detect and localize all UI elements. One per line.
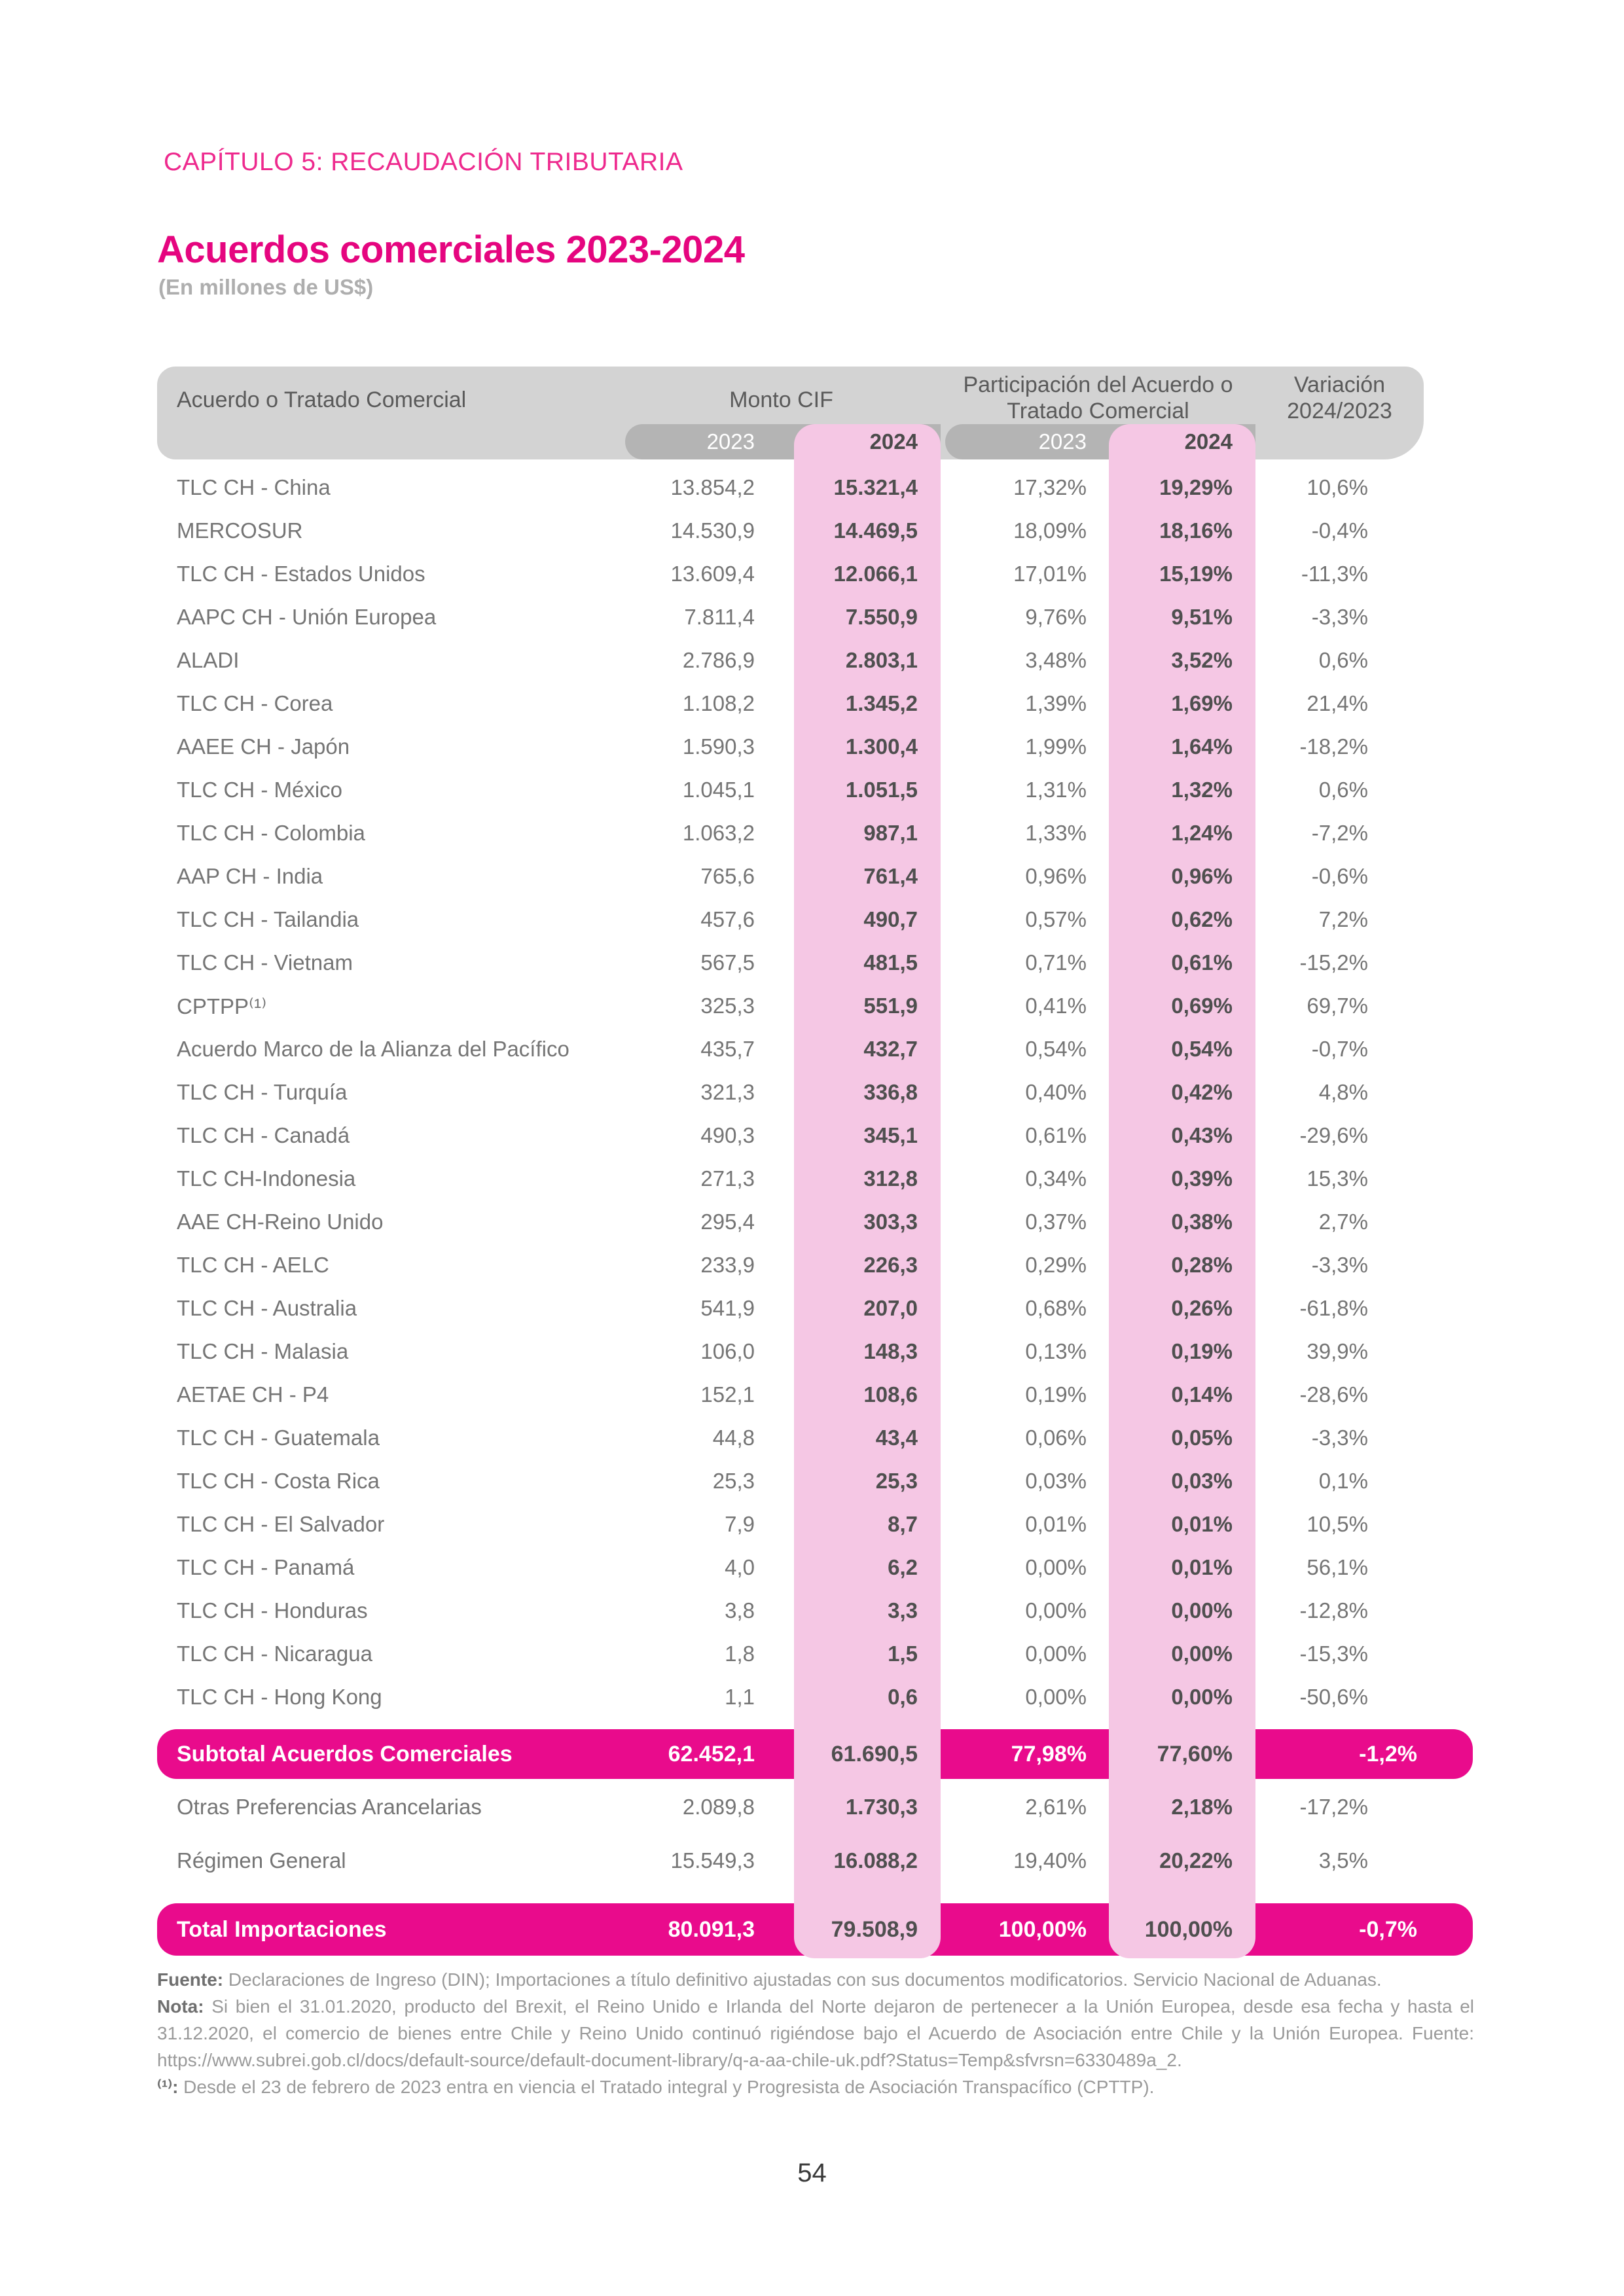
variacion: -11,3% — [1301, 562, 1368, 586]
table-row — [157, 509, 1424, 552]
variacion: 7,2% — [1318, 907, 1368, 931]
part-2023: 0,29% — [1025, 1253, 1087, 1277]
variacion: 2,7% — [1318, 1210, 1368, 1234]
table-row — [157, 1200, 1424, 1244]
agreement-name: TLC CH - Costa Rica — [177, 1469, 380, 1493]
nota-label: Nota: — [157, 1996, 204, 2017]
table-row — [157, 1373, 1424, 1416]
monto-2023: 62.452,1 — [668, 1741, 755, 1767]
monto-2024: 108,6 — [863, 1382, 918, 1407]
monto-2024: 432,7 — [863, 1037, 918, 1061]
part-2024: 0,05% — [1171, 1426, 1233, 1450]
variacion: -15,2% — [1299, 950, 1368, 975]
part-2024: 0,00% — [1171, 1641, 1233, 1666]
variacion: -50,6% — [1299, 1685, 1368, 1709]
table-row — [157, 941, 1424, 984]
monto-2023: 1,1 — [725, 1685, 755, 1709]
monto-2024: 1.300,4 — [845, 734, 918, 759]
part-2023: 0,96% — [1025, 864, 1087, 888]
table-row — [157, 1071, 1424, 1114]
variacion: 0,6% — [1318, 778, 1368, 802]
monto-2024: 490,7 — [863, 907, 918, 931]
variacion: 10,5% — [1307, 1512, 1368, 1536]
fuente-text: Declaraciones de Ingreso (DIN); Importaciones a título definitivo ajustadas con sus documentos modificatorios. Servicio Nacional de Aduanas. — [223, 1969, 1382, 1990]
monto-2024: 43,4 — [875, 1426, 918, 1450]
part-2024: 0,14% — [1171, 1382, 1233, 1407]
table-row — [157, 1157, 1424, 1200]
part-2023: 0,41% — [1025, 994, 1087, 1018]
monto-2024: 1.730,3 — [845, 1795, 918, 1819]
part-2024: 0,42% — [1171, 1080, 1233, 1104]
monto-2023: 765,6 — [700, 864, 755, 888]
monto-2024: 1.345,2 — [845, 691, 918, 715]
page-number: 54 — [797, 2159, 827, 2187]
variacion: 69,7% — [1307, 994, 1368, 1018]
variacion: -15,3% — [1299, 1641, 1368, 1666]
table-row — [157, 1244, 1424, 1287]
agreement-name: TLC CH - El Salvador — [177, 1512, 385, 1536]
footnotes — [157, 1966, 1474, 2100]
agreement-name: AAEE CH - Japón — [177, 734, 350, 759]
table-row — [157, 552, 1424, 596]
part-2023: 17,32% — [1013, 475, 1087, 499]
monto-2023: 271,3 — [700, 1166, 755, 1191]
part-2024: 15,19% — [1159, 562, 1233, 586]
table-row — [157, 639, 1424, 682]
agreement-name: TLC CH-Indonesia — [177, 1166, 356, 1191]
part-2023: 0,71% — [1025, 950, 1087, 975]
part-2024: 0,54% — [1171, 1037, 1233, 1061]
table-row — [157, 1416, 1424, 1460]
year-monto-2024: 2024 — [869, 429, 918, 454]
footnote-1 — [157, 2073, 1474, 2100]
agreement-name: CPTPP⁽¹⁾ — [177, 994, 267, 1018]
monto-2024: 345,1 — [863, 1123, 918, 1147]
part-2024: 1,69% — [1171, 691, 1233, 715]
part-2024: 100,00% — [1144, 1916, 1233, 1942]
monto-2023: 7.811,4 — [684, 605, 755, 629]
agreement-name: TLC CH - Canadá — [177, 1123, 350, 1147]
variacion: -0,7% — [1311, 1037, 1368, 1061]
table-row — [157, 1503, 1424, 1546]
variacion: 0,1% — [1318, 1469, 1368, 1493]
part-2024: 1,32% — [1171, 778, 1233, 802]
agreement-name: AAE CH-Reino Unido — [177, 1210, 384, 1234]
monto-2024: 7.550,9 — [845, 605, 918, 629]
part-2023: 2,61% — [1025, 1795, 1087, 1819]
table-row — [157, 466, 1424, 509]
monto-2023: 4,0 — [725, 1555, 755, 1579]
variacion: 39,9% — [1307, 1339, 1368, 1363]
part-2024: 0,01% — [1171, 1512, 1233, 1536]
footnote-1-label: ⁽¹⁾: — [157, 2077, 179, 2097]
variacion: -3,3% — [1311, 1426, 1368, 1450]
monto-2023: 321,3 — [700, 1080, 755, 1104]
total-row — [157, 1903, 1473, 1956]
monto-2024: 481,5 — [863, 950, 918, 975]
monto-2023: 1.045,1 — [682, 778, 755, 802]
agreement-name: Régimen General — [177, 1848, 346, 1873]
variacion: 4,8% — [1318, 1080, 1368, 1104]
footnote-1-text: Desde el 23 de febrero de 2023 entra en viencia el Tratado integral y Progresista de Asociación Transpacífico (CPTTP). — [178, 2077, 1155, 2097]
table-row — [157, 768, 1424, 812]
fuente-note — [157, 1966, 1474, 1993]
monto-2023: 13.854,2 — [670, 475, 755, 499]
variacion: 10,6% — [1307, 475, 1368, 499]
agreement-name: TLC CH - Turquía — [177, 1080, 348, 1104]
variacion: -1,2% — [1359, 1741, 1417, 1767]
part-2024: 2,18% — [1171, 1795, 1233, 1819]
part-2024: 0,28% — [1171, 1253, 1233, 1277]
part-2023: 1,99% — [1025, 734, 1087, 759]
part-2024: 77,60% — [1157, 1741, 1233, 1767]
variacion: -18,2% — [1299, 734, 1368, 759]
variacion: -0,4% — [1311, 518, 1368, 543]
part-2023: 19,40% — [1013, 1848, 1087, 1873]
variacion: -12,8% — [1299, 1598, 1368, 1623]
monto-2024: 551,9 — [863, 994, 918, 1018]
part-2024: 3,52% — [1171, 648, 1233, 672]
agreement-name: TLC CH - Panamá — [177, 1555, 355, 1579]
monto-2023: 152,1 — [700, 1382, 755, 1407]
part-2024: 20,22% — [1159, 1848, 1233, 1873]
monto-2023: 295,4 — [700, 1210, 755, 1234]
monto-2024: 16.088,2 — [833, 1848, 918, 1873]
table-row — [157, 855, 1424, 898]
agreement-name: TLC CH - Colombia — [177, 821, 365, 845]
part-2024: 0,61% — [1171, 950, 1233, 975]
part-2024: 0,03% — [1171, 1469, 1233, 1493]
agreement-name: MERCOSUR — [177, 518, 303, 543]
monto-2024: 79.508,9 — [831, 1916, 918, 1942]
variacion: -0,7% — [1359, 1916, 1417, 1942]
table-row — [157, 812, 1424, 855]
variacion: -28,6% — [1299, 1382, 1368, 1407]
part-2024: 0,19% — [1171, 1339, 1233, 1363]
part-2023: 0,00% — [1025, 1685, 1087, 1709]
regimen-general-row — [157, 1834, 1424, 1888]
table-body — [157, 466, 1424, 1719]
variacion: 21,4% — [1307, 691, 1368, 715]
monto-2023: 2.786,9 — [682, 648, 755, 672]
part-2023: 9,76% — [1025, 605, 1087, 629]
part-2023: 3,48% — [1025, 648, 1087, 672]
col-header-participacion: Participación del Acuerdo o Tratado Comercial — [963, 372, 1233, 423]
monto-2023: 435,7 — [700, 1037, 755, 1061]
table-row — [157, 984, 1424, 1028]
part-2023: 77,98% — [1011, 1741, 1087, 1767]
variacion: -3,3% — [1311, 1253, 1368, 1277]
monto-2023: 490,3 — [700, 1123, 755, 1147]
monto-2023: 25,3 — [712, 1469, 755, 1493]
part-2023: 1,39% — [1025, 691, 1087, 715]
trade-agreements-table — [157, 367, 1473, 1958]
part-2024: 0,00% — [1171, 1598, 1233, 1623]
table-row — [157, 682, 1424, 725]
part-2023: 0,03% — [1025, 1469, 1087, 1493]
table-row — [157, 1287, 1424, 1330]
agreement-name: Acuerdo Marco de la Alianza del Pacífico — [177, 1037, 569, 1061]
monto-2024: 987,1 — [863, 821, 918, 845]
agreement-name: TLC CH - China — [177, 475, 331, 499]
part-2023: 1,33% — [1025, 821, 1087, 845]
monto-2024: 61.690,5 — [831, 1741, 918, 1767]
part-2023: 0,57% — [1025, 907, 1087, 931]
monto-2023: 233,9 — [700, 1253, 755, 1277]
fuente-label: Fuente: — [157, 1969, 224, 1990]
agreement-name: TLC CH - AELC — [177, 1253, 329, 1277]
monto-2023: 2.089,8 — [682, 1795, 755, 1819]
table-row — [157, 1460, 1424, 1503]
variacion: -29,6% — [1299, 1123, 1368, 1147]
agreement-name: AETAE CH - P4 — [177, 1382, 329, 1407]
monto-2024: 0,6 — [888, 1685, 918, 1709]
monto-2023: 1.108,2 — [682, 691, 755, 715]
year-part-2024: 2024 — [1184, 429, 1233, 454]
monto-2024: 3,3 — [888, 1598, 918, 1623]
year-monto-2023: 2023 — [706, 429, 755, 454]
part-2023: 0,40% — [1025, 1080, 1087, 1104]
variacion: -7,2% — [1311, 821, 1368, 845]
part-2024: 0,01% — [1171, 1555, 1233, 1579]
monto-2023: 1,8 — [725, 1641, 755, 1666]
part-2024: 1,64% — [1171, 734, 1233, 759]
year-subheader-row — [157, 424, 1424, 459]
monto-2024: 14.469,5 — [833, 518, 918, 543]
part-2023: 0,19% — [1025, 1382, 1087, 1407]
part-2024: 0,00% — [1171, 1685, 1233, 1709]
agreement-name: TLC CH - Australia — [177, 1296, 357, 1320]
part-2024: 9,51% — [1171, 605, 1233, 629]
table-row — [157, 1632, 1424, 1676]
part-2023: 17,01% — [1013, 562, 1087, 586]
part-2023: 0,00% — [1025, 1555, 1087, 1579]
table-row — [157, 1330, 1424, 1373]
part-2023: 18,09% — [1013, 518, 1087, 543]
monto-2023: 567,5 — [700, 950, 755, 975]
monto-2023: 15.549,3 — [670, 1848, 755, 1873]
part-2024: 18,16% — [1159, 518, 1233, 543]
chapter-heading: CAPÍTULO 5: RECAUDACIÓN TRIBUTARIA — [164, 148, 683, 176]
year-part-2023: 2023 — [1038, 429, 1087, 454]
subtotal-row — [157, 1729, 1473, 1779]
table-row — [157, 1028, 1424, 1071]
monto-2023: 325,3 — [700, 994, 755, 1018]
variacion: 0,6% — [1318, 648, 1368, 672]
monto-2023: 14.530,9 — [670, 518, 755, 543]
col-header-variacion: Variación 2024/2023 — [1287, 372, 1392, 423]
monto-2024: 226,3 — [863, 1253, 918, 1277]
nota-note — [157, 1993, 1474, 2073]
nota-text: Si bien el 31.01.2020, producto del Brexit, el Reino Unido e Irlanda del Norte dejaron de pertenecer a la Unión Europea, desde esa fecha y hasta el 31.12.2020, el comercio de bienes entre Chile y Reino Unido continuó rigiéndose bajo el Acuerdo de Asociación entre Chile y la Unión Europea. Fuente: https://www.subrei.gob.cl/docs/default-source/default-document-library/q-a-aa-chile-uk.pdf?Status=Temp&sfvrsn=6330489a_2. — [157, 1996, 1474, 2070]
agreement-name: TLC CH - Guatemala — [177, 1426, 380, 1450]
monto-2024: 761,4 — [863, 864, 918, 888]
table-row — [157, 1546, 1424, 1589]
part-2023: 0,34% — [1025, 1166, 1087, 1191]
monto-2023: 541,9 — [700, 1296, 755, 1320]
monto-2023: 1.063,2 — [682, 821, 755, 845]
page-title: Acuerdos comerciales 2023-2024 — [157, 228, 745, 271]
monto-2023: 106,0 — [700, 1339, 755, 1363]
monto-2024: 8,7 — [888, 1512, 918, 1536]
agreement-name: TLC CH - Tailandia — [177, 907, 359, 931]
variacion: -17,2% — [1299, 1795, 1368, 1819]
table-row — [157, 1676, 1424, 1719]
part-2024: 0,39% — [1171, 1166, 1233, 1191]
total-label: Total Importaciones — [177, 1916, 387, 1942]
table-row — [157, 596, 1424, 639]
monto-2023: 1.590,3 — [682, 734, 755, 759]
monto-2024: 1.051,5 — [845, 778, 918, 802]
otras-preferencias-row — [157, 1780, 1424, 1834]
agreement-name: AAPC CH - Unión Europea — [177, 605, 437, 629]
monto-2024: 1,5 — [888, 1641, 918, 1666]
agreement-name: TLC CH - Vietnam — [177, 950, 353, 975]
part-2024: 19,29% — [1159, 475, 1233, 499]
part-2023: 1,31% — [1025, 778, 1087, 802]
part-2023: 0,13% — [1025, 1339, 1087, 1363]
variacion: -61,8% — [1299, 1296, 1368, 1320]
part-2023: 0,00% — [1025, 1641, 1087, 1666]
part-2023: 0,06% — [1025, 1426, 1087, 1450]
monto-2024: 6,2 — [888, 1555, 918, 1579]
variacion: 15,3% — [1307, 1166, 1368, 1191]
monto-2023: 80.091,3 — [668, 1916, 755, 1942]
variacion: 56,1% — [1307, 1555, 1368, 1579]
part-2024: 0,96% — [1171, 864, 1233, 888]
part-2024: 0,69% — [1171, 994, 1233, 1018]
monto-2024: 303,3 — [863, 1210, 918, 1234]
part-2023: 0,54% — [1025, 1037, 1087, 1061]
monto-2024: 148,3 — [863, 1339, 918, 1363]
agreement-name: TLC CH - Hong Kong — [177, 1685, 382, 1709]
variacion: 3,5% — [1318, 1848, 1368, 1873]
agreement-name: TLC CH - Honduras — [177, 1598, 368, 1623]
part-2024: 0,43% — [1171, 1123, 1233, 1147]
monto-2024: 25,3 — [875, 1469, 918, 1493]
monto-2023: 3,8 — [725, 1598, 755, 1623]
part-2024: 0,26% — [1171, 1296, 1233, 1320]
part-2024: 0,38% — [1171, 1210, 1233, 1234]
part-2023: 0,01% — [1025, 1512, 1087, 1536]
monto-2024: 12.066,1 — [833, 562, 918, 586]
agreement-name: TLC CH - México — [177, 778, 343, 802]
table-row — [157, 725, 1424, 768]
variacion: -3,3% — [1311, 605, 1368, 629]
agreement-name: TLC CH - Corea — [177, 691, 333, 715]
page-subtitle: (En millones de US$) — [158, 275, 374, 299]
part-2024: 1,24% — [1171, 821, 1233, 845]
agreement-name: ALADI — [177, 648, 240, 672]
part-2023: 0,00% — [1025, 1598, 1087, 1623]
part-2023: 100,00% — [998, 1916, 1087, 1942]
table-row — [157, 1114, 1424, 1157]
agreement-name: TLC CH - Estados Unidos — [177, 562, 425, 586]
col-header-monto-cif: Monto CIF — [729, 387, 833, 412]
part-2023: 0,61% — [1025, 1123, 1087, 1147]
monto-2024: 15.321,4 — [833, 475, 918, 499]
part-2023: 0,37% — [1025, 1210, 1087, 1234]
part-2024: 0,62% — [1171, 907, 1233, 931]
table-row — [157, 1589, 1424, 1632]
col-header-agreement: Acuerdo o Tratado Comercial — [177, 387, 467, 412]
monto-2024: 336,8 — [863, 1080, 918, 1104]
subtotal-label: Subtotal Acuerdos Comerciales — [177, 1741, 513, 1767]
agreement-name: TLC CH - Nicaragua — [177, 1641, 372, 1666]
monto-2023: 457,6 — [700, 907, 755, 931]
monto-2023: 44,8 — [712, 1426, 755, 1450]
monto-2024: 312,8 — [863, 1166, 918, 1191]
part-2023: 0,68% — [1025, 1296, 1087, 1320]
monto-2023: 13.609,4 — [670, 562, 755, 586]
monto-2023: 7,9 — [725, 1512, 755, 1536]
variacion: -0,6% — [1311, 864, 1368, 888]
agreement-name: Otras Preferencias Arancelarias — [177, 1795, 482, 1819]
monto-2024: 2.803,1 — [845, 648, 918, 672]
monto-2024: 207,0 — [863, 1296, 918, 1320]
table-row — [157, 898, 1424, 941]
agreement-name: AAP CH - India — [177, 864, 323, 888]
agreement-name: TLC CH - Malasia — [177, 1339, 349, 1363]
